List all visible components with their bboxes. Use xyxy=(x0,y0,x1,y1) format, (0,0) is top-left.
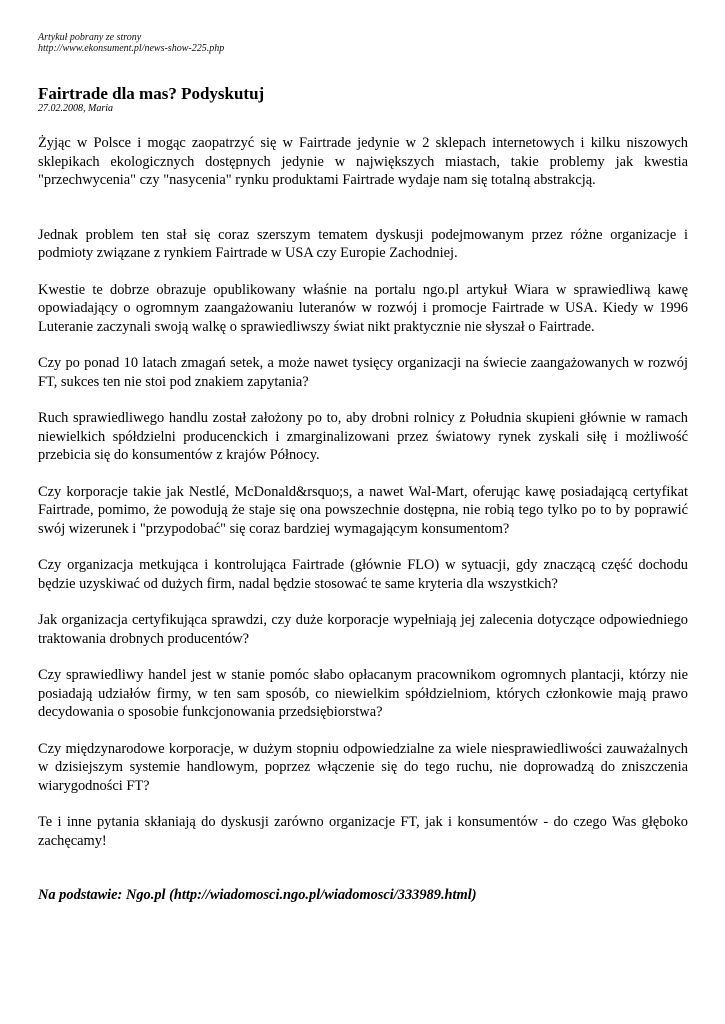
paragraph-3: Kwestie te dobrze obrazuje opublikowany właśnie na portalu ngo.pl artykuł Wiara w sprawiedliwą kawę opowiadający o ogromnym zaangażowaniu luteranów w rozwój i promocje Fairtrade w USA. Kiedy w 1996 Luteranie zaczynali swoją walkę o sprawiedliwszy świat nikt praktycznie nie słyszał o Fairtrade. xyxy=(38,281,688,335)
paragraph-9: Czy sprawiedliwy handel jest w stanie pomóc słabo opłacanym pracownikom ogromnych plantacji, którzy nie posiadają udziałów firmy, w ten sam sposób, co niewielkim spółdzielniom, których członkowie mają prawo decydowania o sposobie funkcjonowania przedsiębiorstwa? xyxy=(38,667,688,720)
source-header xyxy=(38,32,688,54)
paragraph-11: Te i inne pytania skłaniają do dyskusji zarówno organizacje FT, jak i konsumentów - do czego Was głęboko zachęcamy! xyxy=(38,814,688,849)
source-label: Artykuł pobrany ze strony xyxy=(38,32,142,43)
paragraph-5: Ruch sprawiedliwego handlu został założony po to, aby drobni rolnicy z Południa skupieni głównie w ramach niewielkich spółdzielni producenckich i zmarginalizowani przez światowy rynek zyskali siłę i możliwość przebicia się do konsumentów z krajów Północy. xyxy=(38,410,688,463)
paragraph-4: Czy po ponad 10 latach zmagań setek, a może nawet tysięcy organizacji na świecie zaangażowanych w rozwój FT, sukces ten nie stoi pod znakiem zapytania? xyxy=(38,355,688,390)
article-title: Fairtrade dla mas? Podyskutuj xyxy=(38,84,265,103)
paragraph-7: Czy organizacja metkująca i kontrolująca Fairtrade (głównie FLO) w sytuacji, gdy znaczącą część dochodu będzie uzyskiwać od dużych firm, nadal będzie stosować te same kryteria dla wszystkich? xyxy=(38,557,688,592)
paragraph-8: Jak organizacja certyfikująca sprawdzi, czy duże korporacje wypełniają jej zalecenia dotyczące odpowiedniego traktowania drobnych producentów? xyxy=(38,612,688,647)
paragraph-2: Jednak problem ten stał się coraz szerszym tematem dyskusji podejmowanym przez różne organizacje i podmioty związane z rynkiem Fairtrade w USA czy Europie Zachodniej. xyxy=(38,226,688,261)
paragraph-1: Żyjąc w Polsce i mogąc zaopatrzyć się w Fairtrade jedynie w 2 sklepach internetowych i kilku niszowych sklepikach ekologicznych dostępnych jedynie w największych miastach, takie problemy jak kwestia "przechwycenia" czy "nasycenia" rynku produktami Fairtrade wydaje nam się totalną abstrakcją. xyxy=(38,135,688,188)
paragraph-10: Czy międzynarodowe korporacje, w dużym stopniu odpowiedzialne za wiele niesprawiedliwości zauważalnych w dzisiejszym systemie handlowym, poprzez włączenie się do tego ruchu, nie doprowadzą do zniszczenia wiarygodności FT? xyxy=(38,740,688,794)
source-url: http://www.ekonsument.pl/news-show-225.php xyxy=(38,43,225,54)
source-attribution: Na podstawie: Ngo.pl (http://wiadomosci.ngo.pl/wiadomosci/333989.html) xyxy=(38,887,477,903)
document-page xyxy=(38,32,688,905)
article-meta: 27.02.2008, Maria xyxy=(38,103,113,114)
paragraph-6: Czy korporacje takie jak Nestlé, McDonald&rsquo;s, a nawet Wal-Mart, oferując kawę posiadającą certyfikat Fairtrade, pomimo, że powodują że staje się ona powszechnie dostępna, nie robią tego tylko po to by poprawić swój wizerunek i "przypodobać" się coraz bardziej wymagającym konsumentom? xyxy=(38,483,688,537)
